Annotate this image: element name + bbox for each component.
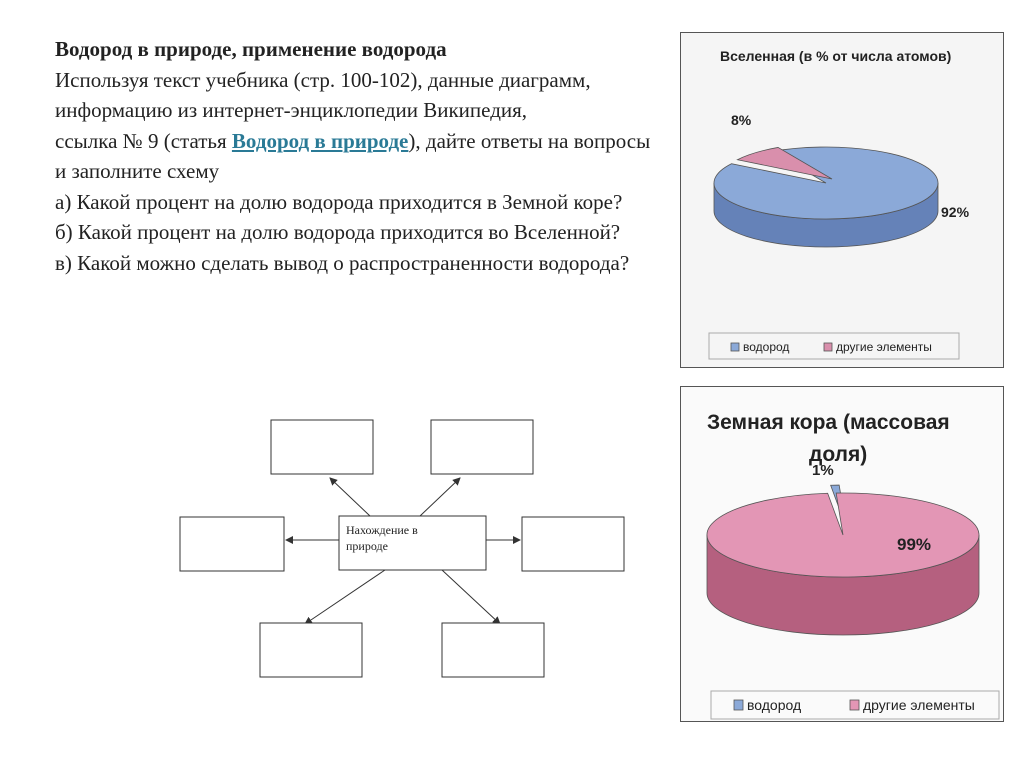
chart-title-line1: Земная кора (массовая <box>707 411 950 434</box>
assignment-text <box>55 34 655 278</box>
earth-crust-chart <box>680 386 1004 722</box>
legend-label-hydrogen: водород <box>747 697 802 713</box>
question-c: в) Какой можно сделать вывод о распространенности водорода? <box>55 250 630 275</box>
empty-box-bottom-right[interactable] <box>442 623 544 677</box>
legend-swatch-hydrogen <box>734 700 743 710</box>
earth-crust-pie-svg <box>681 387 1003 721</box>
arrow-bottom-left <box>305 570 385 624</box>
data-label-other: 99% <box>897 535 932 554</box>
question-b: б) Какой процент на долю водорода приходится во Вселенной? <box>55 220 621 244</box>
legend-swatch-other <box>824 343 832 351</box>
legend-label-other: другие элементы <box>836 340 932 354</box>
link-prefix: ссылка № 9 (статья <box>55 128 232 153</box>
arrow-top-right <box>420 478 460 516</box>
empty-box-top-right[interactable] <box>431 420 533 474</box>
article-link[interactable]: Водород в природе <box>231 128 409 153</box>
instruction-link-line <box>55 126 655 187</box>
arrow-top-left <box>330 478 370 516</box>
empty-box-right[interactable] <box>522 517 624 571</box>
chart-title-line2: доля) <box>809 443 868 466</box>
empty-box-left[interactable] <box>180 517 284 571</box>
data-label-other: 8% <box>731 112 752 128</box>
data-label-hydrogen: 92% <box>941 204 970 220</box>
empty-box-top-left[interactable] <box>271 420 373 474</box>
empty-box-bottom-left[interactable] <box>260 623 362 677</box>
legend-label-hydrogen: водород <box>743 340 790 354</box>
instruction-line: Используя текст учебника (стр. 100-102), данные диаграмм, информацию из интернет-энциклопедии Википедия, <box>55 67 591 122</box>
data-label-hydrogen: 1% <box>812 462 834 479</box>
legend-swatch-other <box>850 700 859 710</box>
scheme-diagram <box>50 400 680 730</box>
chart-title: Вселенная (в % от числа атомов) <box>720 48 952 64</box>
legend-swatch-hydrogen <box>731 343 739 351</box>
arrow-bottom-right <box>442 570 500 624</box>
pie-slice-other <box>707 493 979 577</box>
question-a: а) Какой процент на долю водорода приходится в Земной коре? <box>55 189 623 214</box>
universe-chart <box>680 32 1004 368</box>
center-label-line2: природе <box>346 539 388 553</box>
legend-label-other: другие элементы <box>863 697 975 713</box>
page-title: Водород в природе, применение водорода <box>55 37 447 61</box>
center-label-line1: Нахождение в <box>346 523 418 537</box>
universe-pie-svg <box>681 33 1003 367</box>
link-suffix: ), дайте ответы на вопросы и заполните схему <box>55 128 651 183</box>
